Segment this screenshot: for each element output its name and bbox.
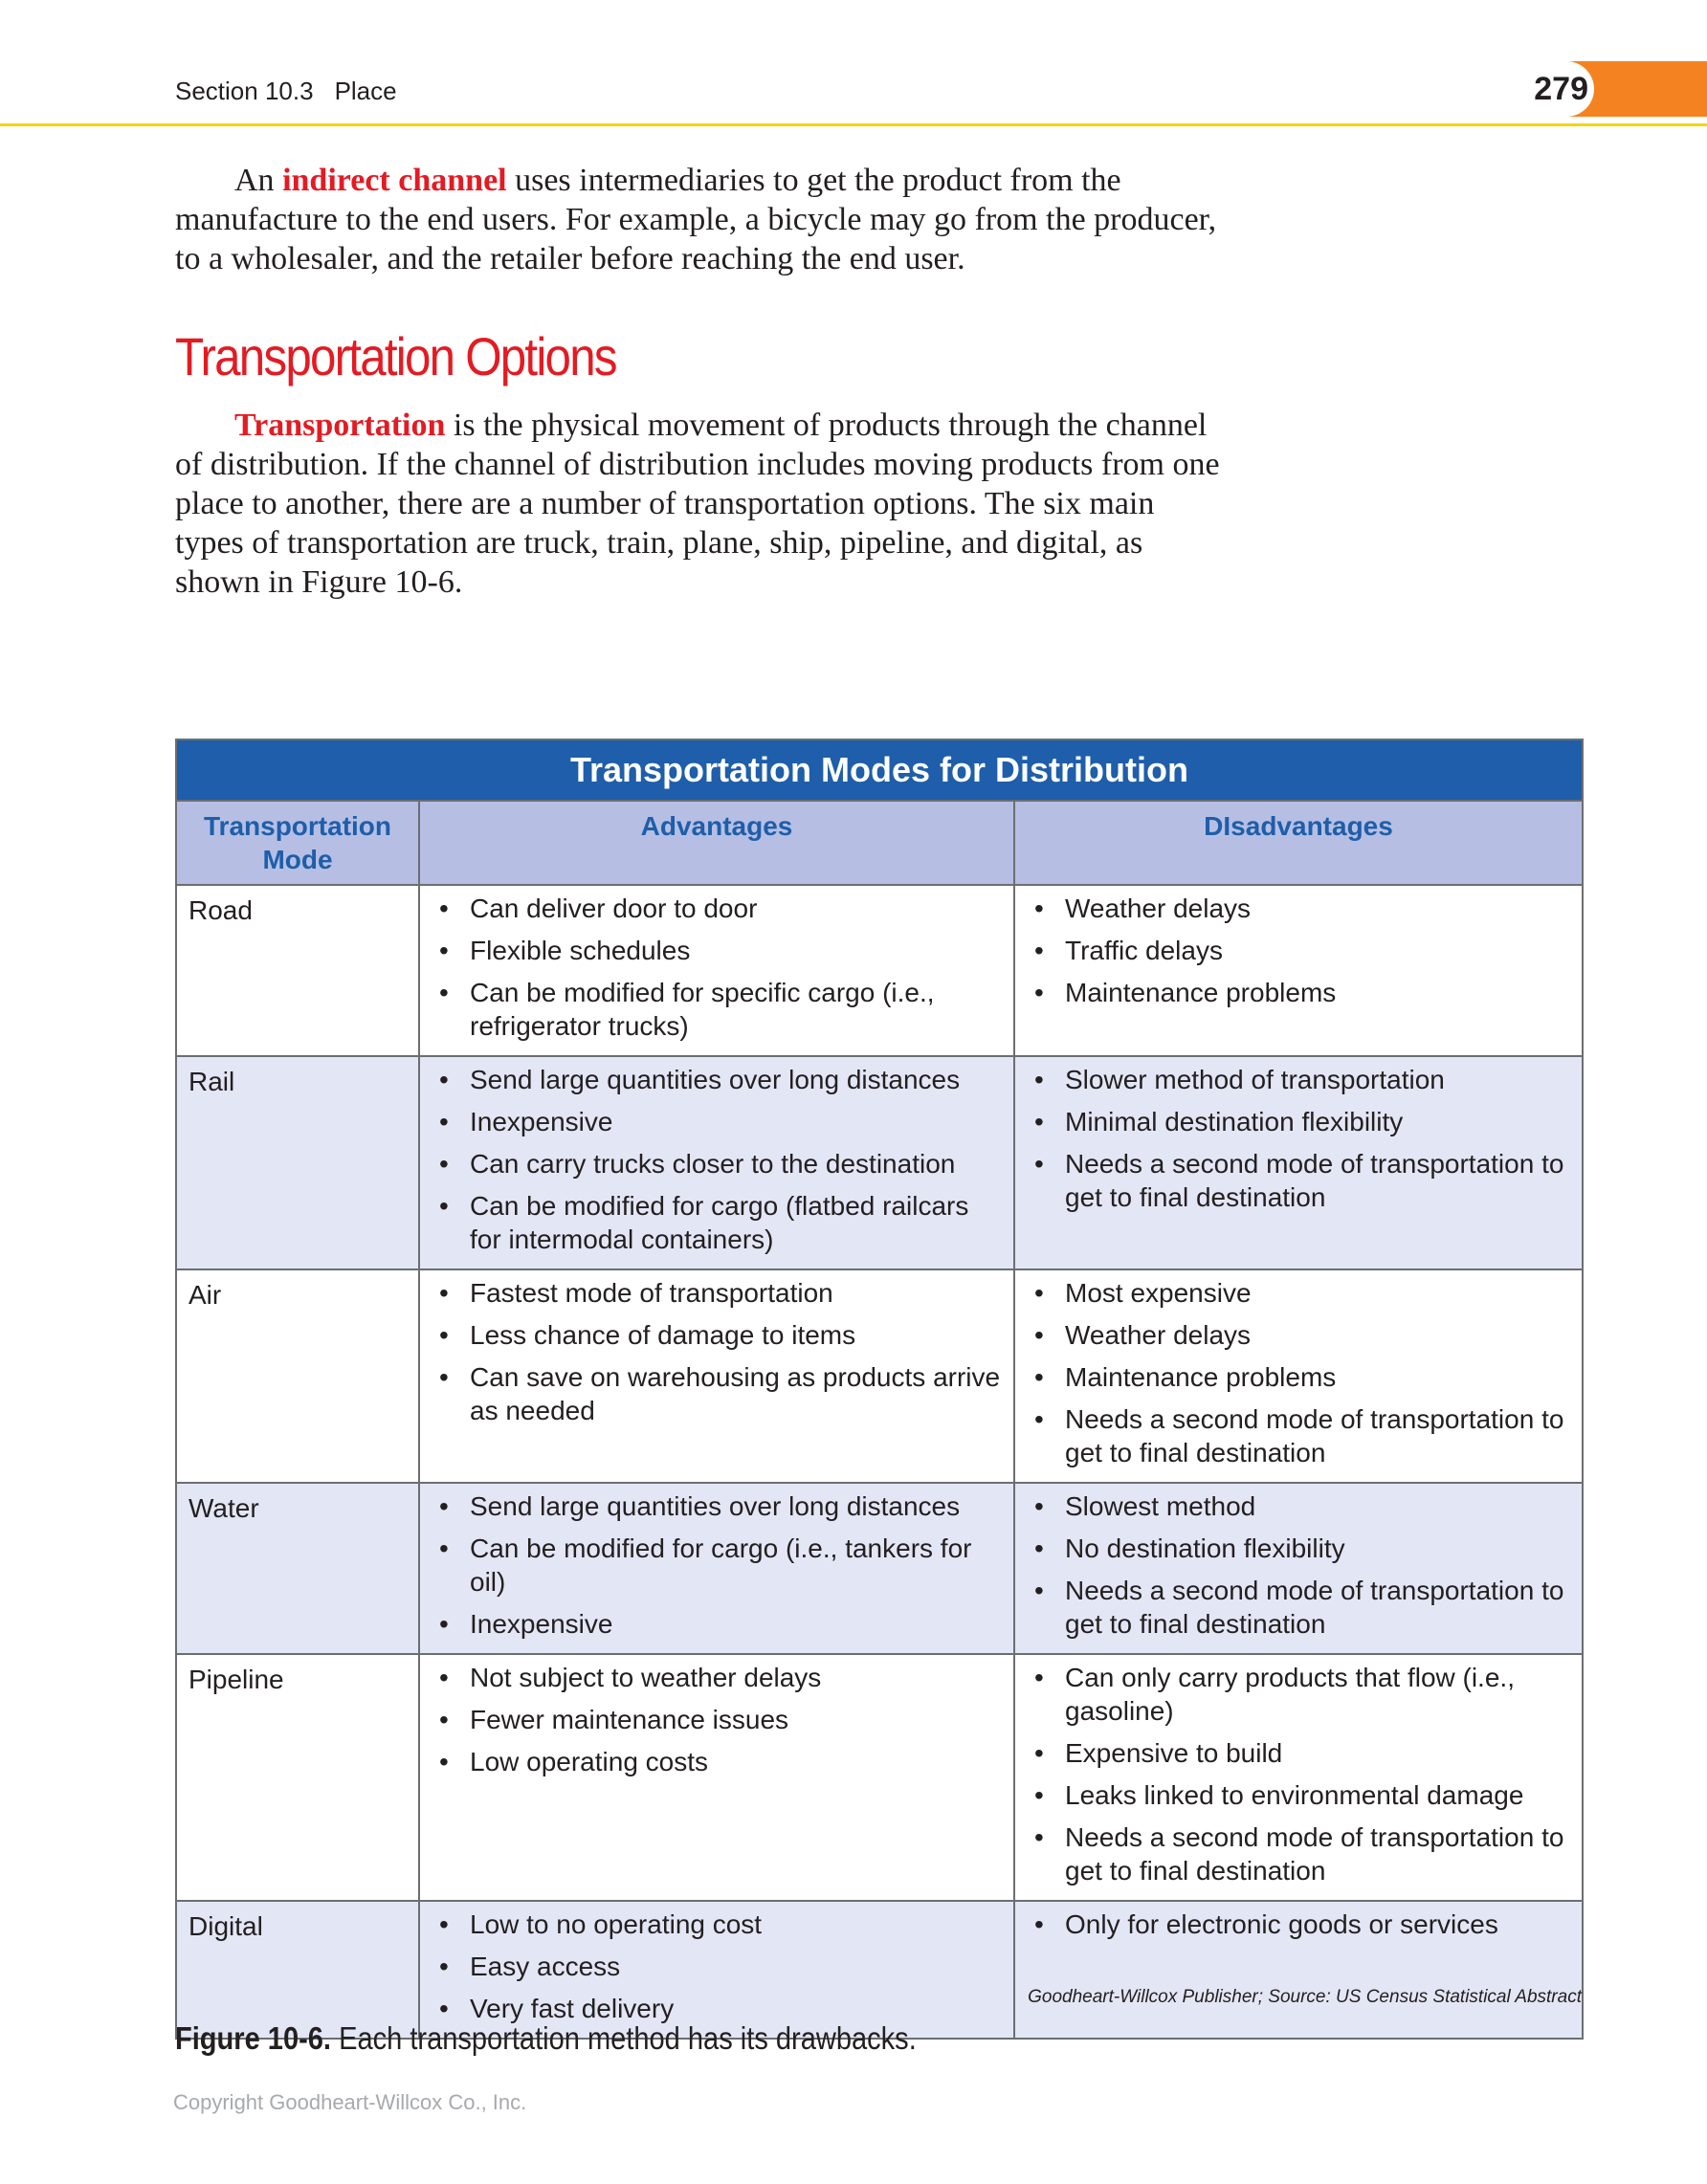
transportation-paragraph: Transportation is the physical movement of products through the channel of distribution. If the channel of distribution includes moving products from one place to another, there are a number of transportation options. The six main types of transportation are truck, train, plane, ship, pipeline, and digital, as shown in Figure 10-6. bbox=[175, 408, 1220, 600]
disadvantages-list bbox=[1025, 1276, 1572, 1469]
list-item: • Send large quantities over long distances bbox=[430, 1489, 1004, 1523]
figure-credit: Goodheart-Willcox Publisher; Source: US Census Statistical Abstract bbox=[1028, 1987, 1582, 2007]
mode-cell: Digital bbox=[176, 1901, 419, 2039]
list-item: • Inexpensive bbox=[430, 1105, 1004, 1138]
disadvantages-cell bbox=[1014, 1056, 1583, 1269]
advantages-cell bbox=[419, 1056, 1014, 1269]
intro-paragraph: An indirect channel uses intermediaries to get the product from the manufacture to the end users. For example, a bicycle may go from the producer, to a wholesaler, and the retailer before reaching the end user. bbox=[175, 163, 1217, 276]
list-item: • No destination flexibility bbox=[1025, 1532, 1572, 1565]
header-rule bbox=[0, 123, 1707, 126]
disadvantages-list bbox=[1025, 892, 1572, 1009]
list-item: • Low to no operating cost bbox=[430, 1908, 1004, 1941]
list-item: • Needs a second mode of transportation to get to final destination bbox=[1025, 1147, 1572, 1214]
list-item: • Fewer maintenance issues bbox=[430, 1703, 1004, 1736]
list-item: • Can be modified for cargo (flatbed railcars for intermodal containers) bbox=[430, 1189, 1004, 1256]
advantages-list bbox=[430, 1489, 1004, 1641]
transportation-modes-table bbox=[175, 739, 1584, 2040]
disadvantages-cell bbox=[1014, 885, 1583, 1056]
advantages-cell bbox=[419, 885, 1014, 1056]
list-item: • Needs a second mode of transportation to get to final destination bbox=[1025, 1574, 1572, 1641]
list-item: • Expensive to build bbox=[1025, 1736, 1572, 1770]
column-header-disadvantages: DIsadvantages bbox=[1014, 801, 1583, 885]
list-item: • Weather delays bbox=[1025, 892, 1572, 925]
advantages-list bbox=[430, 1276, 1004, 1427]
list-item: • Flexible schedules bbox=[430, 934, 1004, 967]
list-item: • Slower method of transportation bbox=[1025, 1063, 1572, 1096]
list-item: • Send large quantities over long distances bbox=[430, 1063, 1004, 1096]
list-item: • Leaks linked to environmental damage bbox=[1025, 1778, 1572, 1812]
term-transportation: Transportation bbox=[234, 408, 446, 443]
list-item: • Most expensive bbox=[1025, 1276, 1572, 1310]
list-item: • Easy access bbox=[430, 1950, 1004, 1983]
list-item: • Less chance of damage to items bbox=[430, 1318, 1004, 1352]
table-title: Transportation Modes for Distribution bbox=[176, 739, 1583, 801]
list-item: • Needs a second mode of transportation to get to final destination bbox=[1025, 1820, 1572, 1887]
list-item: • Can only carry products that flow (i.e., gasoline) bbox=[1025, 1661, 1572, 1728]
advantages-list bbox=[430, 892, 1004, 1043]
table-row bbox=[176, 1483, 1583, 1654]
list-item: • Traffic delays bbox=[1025, 934, 1572, 967]
list-item: • Minimal destination flexibility bbox=[1025, 1105, 1572, 1138]
section-heading: Transportation Options bbox=[175, 326, 616, 386]
section-number: Section 10.3 bbox=[175, 77, 314, 105]
list-item: • Needs a second mode of transportation to get to final destination bbox=[1025, 1402, 1572, 1469]
table-row bbox=[176, 1269, 1583, 1483]
disadvantages-list bbox=[1025, 1489, 1572, 1641]
list-item: • Weather delays bbox=[1025, 1318, 1572, 1352]
disadvantages-list bbox=[1025, 1908, 1572, 1941]
page-number: 279 bbox=[1534, 71, 1588, 107]
advantages-cell bbox=[419, 1483, 1014, 1654]
table-row bbox=[176, 1654, 1583, 1901]
advantages-list bbox=[430, 1661, 1004, 1778]
column-header-advantages: Advantages bbox=[419, 801, 1014, 885]
mode-cell: Road bbox=[176, 885, 419, 1056]
section-label bbox=[175, 77, 397, 106]
figure-label: Figure 10-6. bbox=[175, 2020, 332, 2056]
advantages-cell bbox=[419, 1901, 1014, 2039]
disadvantages-cell bbox=[1014, 1269, 1583, 1483]
list-item: • Maintenance problems bbox=[1025, 976, 1572, 1009]
table-row bbox=[176, 1901, 1583, 2039]
section-title: Place bbox=[334, 77, 397, 105]
list-item: • Maintenance problems bbox=[1025, 1360, 1572, 1394]
table-row bbox=[176, 885, 1583, 1056]
list-item: • Not subject to weather delays bbox=[430, 1661, 1004, 1694]
page-header bbox=[0, 0, 1707, 126]
mode-cell: Pipeline bbox=[176, 1654, 419, 1901]
term-indirect-channel: indirect channel bbox=[282, 163, 507, 198]
list-item: • Very fast delivery bbox=[430, 1992, 1004, 2025]
disadvantages-cell bbox=[1014, 1654, 1583, 1901]
list-item: • Fastest mode of transportation bbox=[430, 1276, 1004, 1310]
advantages-cell bbox=[419, 1654, 1014, 1901]
list-item: • Low operating costs bbox=[430, 1745, 1004, 1778]
figure-caption-text: Each transportation method has its drawbacks. bbox=[331, 2020, 917, 2056]
figure-caption bbox=[175, 2020, 917, 2057]
list-item: • Can deliver door to door bbox=[430, 892, 1004, 925]
advantages-cell bbox=[419, 1269, 1014, 1483]
table-body bbox=[176, 885, 1583, 2039]
column-header-mode: Transportation Mode bbox=[176, 801, 419, 885]
disadvantages-cell bbox=[1014, 1483, 1583, 1654]
list-item: • Can be modified for cargo (i.e., tankers for oil) bbox=[430, 1532, 1004, 1599]
list-item: • Inexpensive bbox=[430, 1607, 1004, 1641]
list-item: • Can carry trucks closer to the destination bbox=[430, 1147, 1004, 1180]
list-item: • Can save on warehousing as products arrive as needed bbox=[430, 1360, 1004, 1427]
mode-cell: Rail bbox=[176, 1056, 419, 1269]
mode-cell: Water bbox=[176, 1483, 419, 1654]
disadvantages-list bbox=[1025, 1063, 1572, 1214]
list-item: • Slowest method bbox=[1025, 1489, 1572, 1523]
copyright-notice: Copyright Goodheart-Willcox Co., Inc. bbox=[173, 2090, 527, 2114]
disadvantages-list bbox=[1025, 1661, 1572, 1887]
list-item: • Only for electronic goods or services bbox=[1025, 1908, 1572, 1941]
list-item: • Can be modified for specific cargo (i.e., refrigerator trucks) bbox=[430, 976, 1004, 1043]
advantages-list bbox=[430, 1063, 1004, 1256]
table-row bbox=[176, 1056, 1583, 1269]
mode-cell: Air bbox=[176, 1269, 419, 1483]
disadvantages-cell bbox=[1014, 1901, 1583, 2039]
